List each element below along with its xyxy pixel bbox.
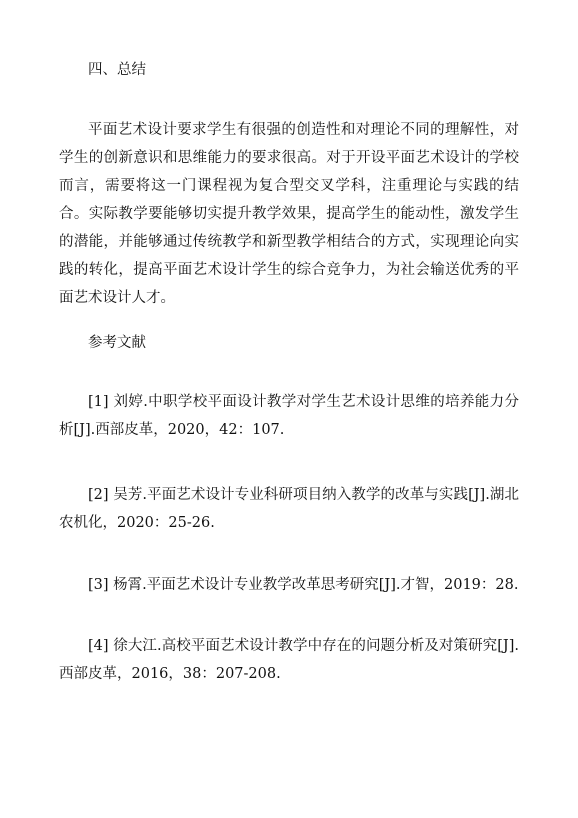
reference-item-3: [3] 杨霄.平面艺术设计专业教学改革思考研究[J].才智，2019：28. — [88, 577, 519, 593]
reference-item-2: [2] 吴芳.平面艺术设计专业科研项目纳入教学的改革与实践[J].湖北农机化，2020：25-26. — [59, 487, 519, 531]
reference-item-4: [4] 徐大江.高校平面艺术设计教学中存在的问题分析及对策研究[J].西部皮革，2016，38：207-208. — [59, 638, 519, 682]
conclusion-paragraph: 平面艺术设计要求学生有很强的创造性和对理论不同的理解性，对学生的创新意识和思维能力的要求很高。对于开设平面艺术设计的学校而言，需要将这一门课程视为复合型交叉学科，注重理论与实践的结合。实际教学要能够切实提升教学效果，提高学生的能动性，激发学生的潜能，并能够通过传统教学和新型教学相结合的方式，实现理论向实践的转化，提高平面艺术设计学生的综合竞争力，为社会输送优秀的平面艺术设计人才。 — [59, 122, 519, 306]
section-heading: 四、总结 — [88, 62, 146, 78]
references-heading: 参考文献 — [88, 335, 146, 351]
reference-item-1: [1] 刘婷.中职学校平面设计教学对学生艺术设计思维的培养能力分析[J].西部皮革，2020，42：107. — [59, 394, 519, 438]
